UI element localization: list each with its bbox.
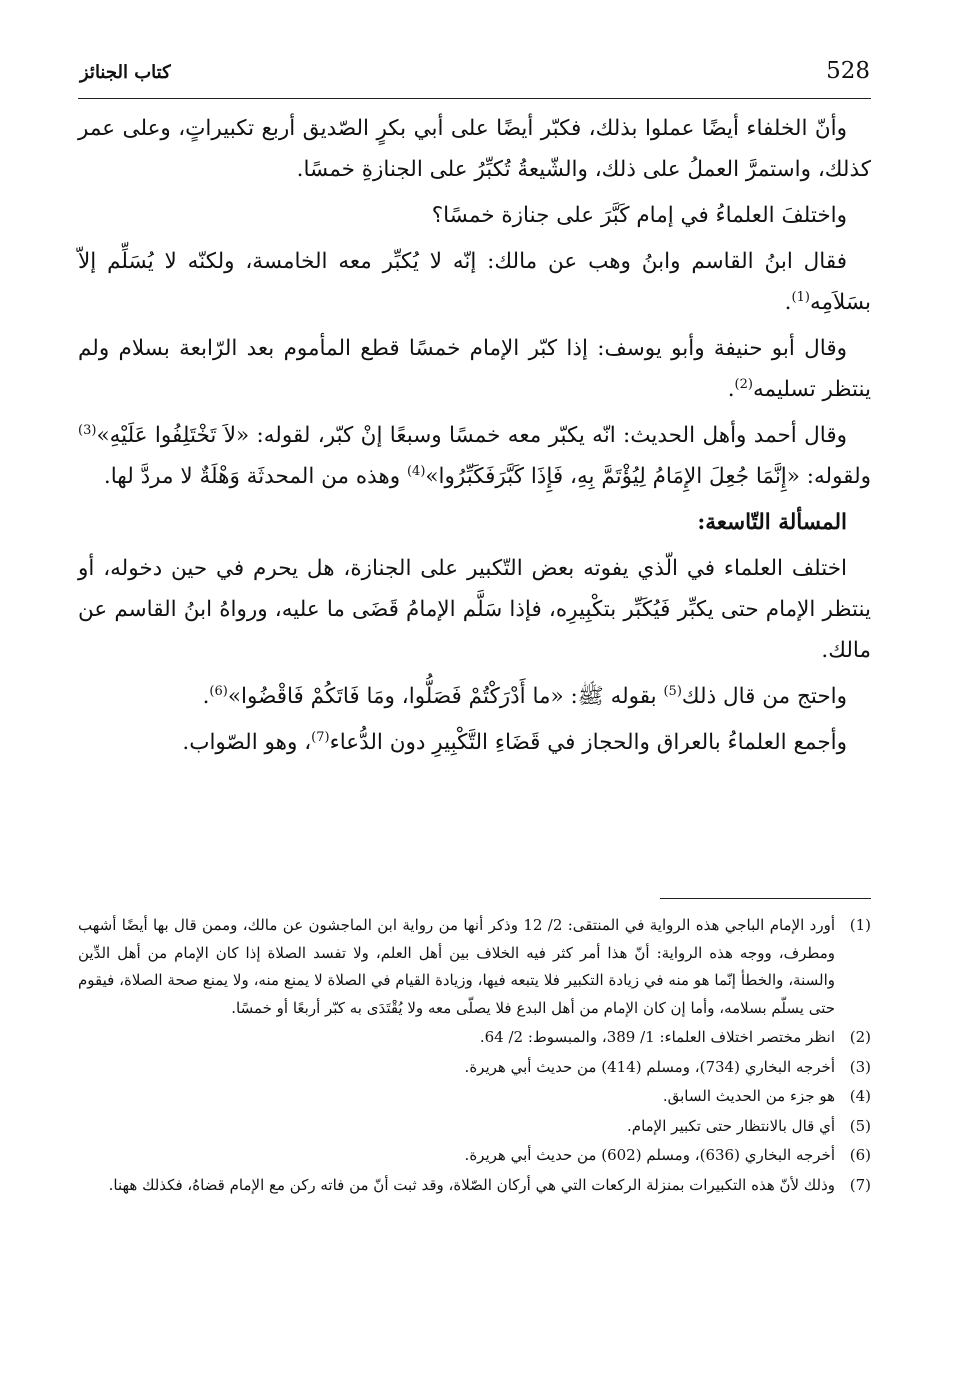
main-text: [78, 108, 871, 768]
paragraph: وقال أبو حنيفة وأبو يوسف: إذا كبّر الإمام خمسًا قطع المأموم بعد الرّابعة بسلام ولم ينتظر تسليمه$^{(2)}$.: [78, 336, 871, 402]
footnote: [78, 912, 871, 1022]
footnote-rule: [660, 898, 871, 899]
footnote-text: انظر مختصر اختلاف العلماء: 1/ 389، والمبسوط: 2/ 64.: [479, 1028, 835, 1046]
paragraph: فقال ابنُ القاسم وابنُ وهب عن مالك: إنّه لا يُكبِّر معه الخامسة، ولكنّه لا يُسَلِّم إلاّ بسَلاَمِه$^{(1)}$.: [78, 249, 871, 315]
header-rule: [78, 98, 871, 99]
footnote-ref: (5): [663, 683, 682, 699]
footnotes: [78, 912, 871, 1201]
footnote-ref: (1): [791, 289, 810, 305]
footnote: [78, 1142, 871, 1170]
footnote: [78, 1024, 871, 1052]
footnote-ref: (3): [78, 422, 97, 438]
footnote-ref: (6): [209, 683, 228, 699]
footnote-number: (4): [849, 1087, 871, 1105]
paragraph: وأنّ الخلفاء أيضًا عملوا بذلك، فكبّر أيضًا على أبي بكرٍ الصّديق أربع تكبيراتٍ، وعلى عمر كذلك، واستمرَّ العملُ على ذلك، والشّيعةُ تُكبِّرُ على الجنازةِ خمسًا.: [78, 116, 871, 182]
footnote-text: أورد الإمام الباجي هذه الرواية في المنتقى: 2/ 12 وذكر أنها من رواية ابن الماجشون عن مالك، وممن قال بها أيضًا أشهب ومطرف، ووجه هذه الرواية: أنّ هذا أمر كثر فيه الخلاف بين أهل العلم، ولا تفسد الصلاة إذا كان الإمام من أهل الدِّين والسنة، والخطأ إنّما هو منه في زيادة التكبير فلا يتبعه فيها، وزيادة القيام في الصلاة لا يمنع منه، ولا يمنع صحة الصلاة، فيقوم حتى يسلّم بسلامه، وأما إن كان الإمام من أهل البدع فلا يصلّى معه ولا يُقْتَدَى به كبّر أربعًا أو خمسًا.: [78, 916, 836, 1017]
footnote-number: (6): [849, 1146, 871, 1164]
footnote-text: هو جزء من الحديث السابق.: [662, 1087, 835, 1105]
paragraph: وأجمع العلماءُ بالعراق والحجاز في قَضَاءِ التَّكْبِيرِ دون الدُّعاء$^{(7)}$، وهو الصّواب.: [182, 729, 847, 755]
footnote-text: أي قال بالانتظار حتى تكبير الإمام.: [627, 1116, 835, 1135]
footnote: [78, 1113, 871, 1141]
footnote-text: أخرجه البخاري (734)، ومسلم (414) من حديث أبي هريرة.: [464, 1057, 835, 1076]
footnote: [78, 1172, 871, 1200]
paragraph: وقال أحمد وأهل الحديث: انّه يكبّر معه خمسًا وسبعًا إنْ كبّر، لقوله: «لاَ تَخْتَلِفُوا عَلَيْهِ»$^{(3)}$ ولقوله: «إِنَّمَا جُعِلَ الإِمَامُ لِيُؤْتَمَّ بِهِ، فَإِذَا كَبَّرَفَكَبِّرُوا»$^{(4)}$ وهذه من المحدثَة وَهْلَةٌ لا مردَّ لها.: [78, 422, 871, 489]
paragraph: اختلف العلماء في الّذي يفوته بعض التّكبير على الجنازة، هل يحرم في حين دخوله، أو ينتظر الإمام حتى يكبِّر فَيُكَبِّر بتكْبِيرِه، فإذا سَلَّم الإمامُ قَضَى ما عليه، ورواهُ ابنُ القاسم عن مالك.: [78, 556, 871, 663]
running-title: كتاب الجنائز: [80, 62, 171, 83]
paragraph: واختلفَ العلماءُ في إمام كَبَّرَ على جنازة خمسًا؟: [431, 203, 847, 228]
footnote-number: (3): [849, 1057, 871, 1076]
footnote-ref: (2): [734, 376, 753, 392]
footnote-number: (5): [849, 1116, 871, 1135]
page-header: [80, 58, 870, 98]
footnote-ref: (4): [406, 463, 426, 479]
section-heading: المسألة التّاسعة:: [697, 510, 847, 535]
footnote: [78, 1054, 871, 1082]
footnote: [78, 1083, 871, 1111]
footnote-number: (1): [849, 916, 871, 934]
paragraph: واحتج من قال ذلك$^{(5)}$ بقوله ﷺ: «ما أَدْرَكْتُمْ فَصَلُّوا، ومَا فَاتَكُمْ فَاقْضُوا»$^{(6)}$.: [202, 683, 847, 709]
footnote-number: (2): [849, 1028, 871, 1046]
footnote-text: وذلك لأنّ هذه التكبيرات بمنزلة الركعات التي هي أركان الصّلاة، وقد ثبت أنّ من فاته ركن مع الإمام قضاهُ، فكذلك ههنا.: [108, 1175, 835, 1194]
footnote-number: (7): [849, 1175, 871, 1194]
footnote-text: أخرجه البخاري (636)، ومسلم (602) من حديث أبي هريرة.: [464, 1146, 835, 1164]
page-number: 528: [826, 58, 870, 84]
footnote-ref: (7): [311, 729, 330, 745]
